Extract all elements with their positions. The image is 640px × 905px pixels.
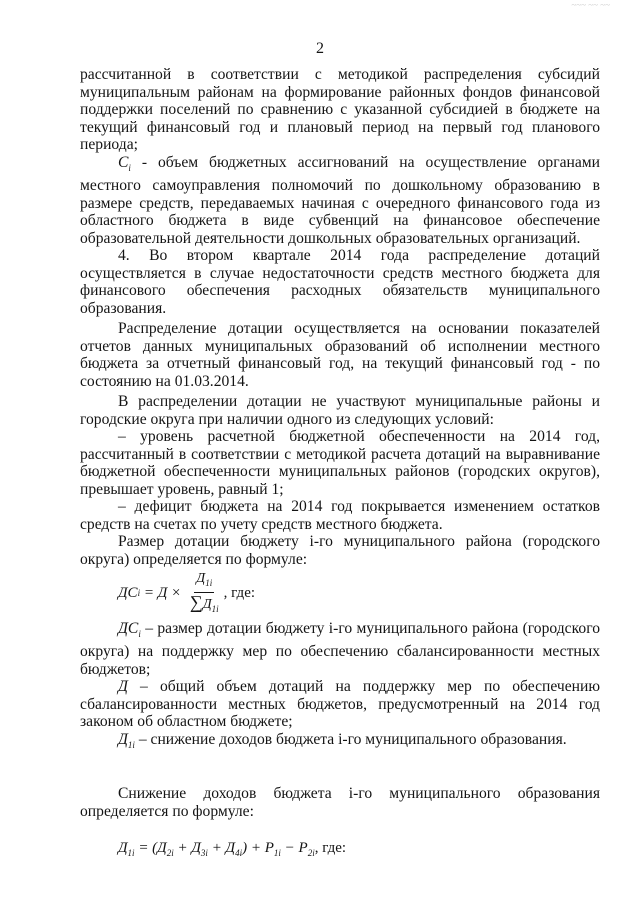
definition-d: Д – общий объем дотаций на поддержку мер по обеспечению сбалансированности местных бюджетов, предусмотренный на 2014 год законом об областном бюджете; [80,678,600,731]
definition-dsi: $ДС_i$ – размер дотации бюджету i-го муниципального района (городского округа) на поддержку мер по обеспечению сбалансированности местных бюджетов; [80,619,600,678]
paragraph-8: Размер дотации бюджету i-го муниципального района (городского округа) определяется по формуле: [80,533,600,568]
paragraph-4: Распределение дотации осуществляется на основании показателей отчетов данных муниципальных образований об исполнении местного бюджета за отчетный финансовый год, на текущий финансовый год - по состоянию на 01.03.2014. [80,320,600,390]
formula-dotation: ДС i = Д × $\frac{Д_{1i}}{\sum Д_{1i}}$ , где: [118,571,600,617]
page-number: 2 [316,40,324,57]
paragraph-6-list-item: – уровень расчетной бюджетной обеспеченности на 2014 год, рассчитанный в соответствии с методикой расчета дотаций на выравнивание бюджетной обеспеченности муниципальных районов (городских округов), превышает уровень, равный 1; [80,428,600,498]
formula-income-decrease: $Д_{1i} = (Д_{2i} + Д_{3i} + Д_{4i}) + P_{1i} - P_{2i}$, где: [118,840,347,859]
definition-d1i: $Д_{1i}$ – снижение доходов бюджета i-го муниципального образования. [118,730,567,750]
document-body [80,66,600,863]
paragraph-3: 4. Во втором квартале 2014 года распределение дотаций осуществляется в случае недостаточности средств местного бюджета для финансового обеспечения расходных обязательств муниципального образования. [80,247,600,317]
paragraph-7-list-item: – дефицит бюджета на 2014 год покрывается изменением остатков средств на счетах по учету средств местного бюджета. [80,498,600,533]
paragraph-2: $C_i$ - объем бюджетных ассигнований на осуществление органами местного самоуправления полномочий по дошкольному образованию в размере средств, передаваемых начиная с очередного финансового года из областного бюджета в виде субвенций на финансовое обеспечение образовательной деятельности дошкольных образовательных организаций. [80,153,600,247]
symbol-ci: $C_i$ [118,153,131,173]
paragraph-9: Снижение доходов бюджета i-го муниципального образования определяется по формуле: [80,785,600,820]
formula-fraction: $\frac{Д_{1i}}{\sum Д_{1i}}$ [189,571,219,614]
paragraph-1: рассчитанной в соответствии с методикой распределения субсидий муниципальным районам на формирование районных фондов финансовой поддержки поселений по сравнению с указанной субсидией в бюджете на текущий финансовый год и плановый период на первый год планового периода; [80,66,600,153]
paragraph-5: В распределении дотации не участвуют муниципальные районы и городские округа при наличии одного из следующих условий: [80,393,600,428]
top-mark: ~~~ ~~ ~~ [571,0,610,10]
